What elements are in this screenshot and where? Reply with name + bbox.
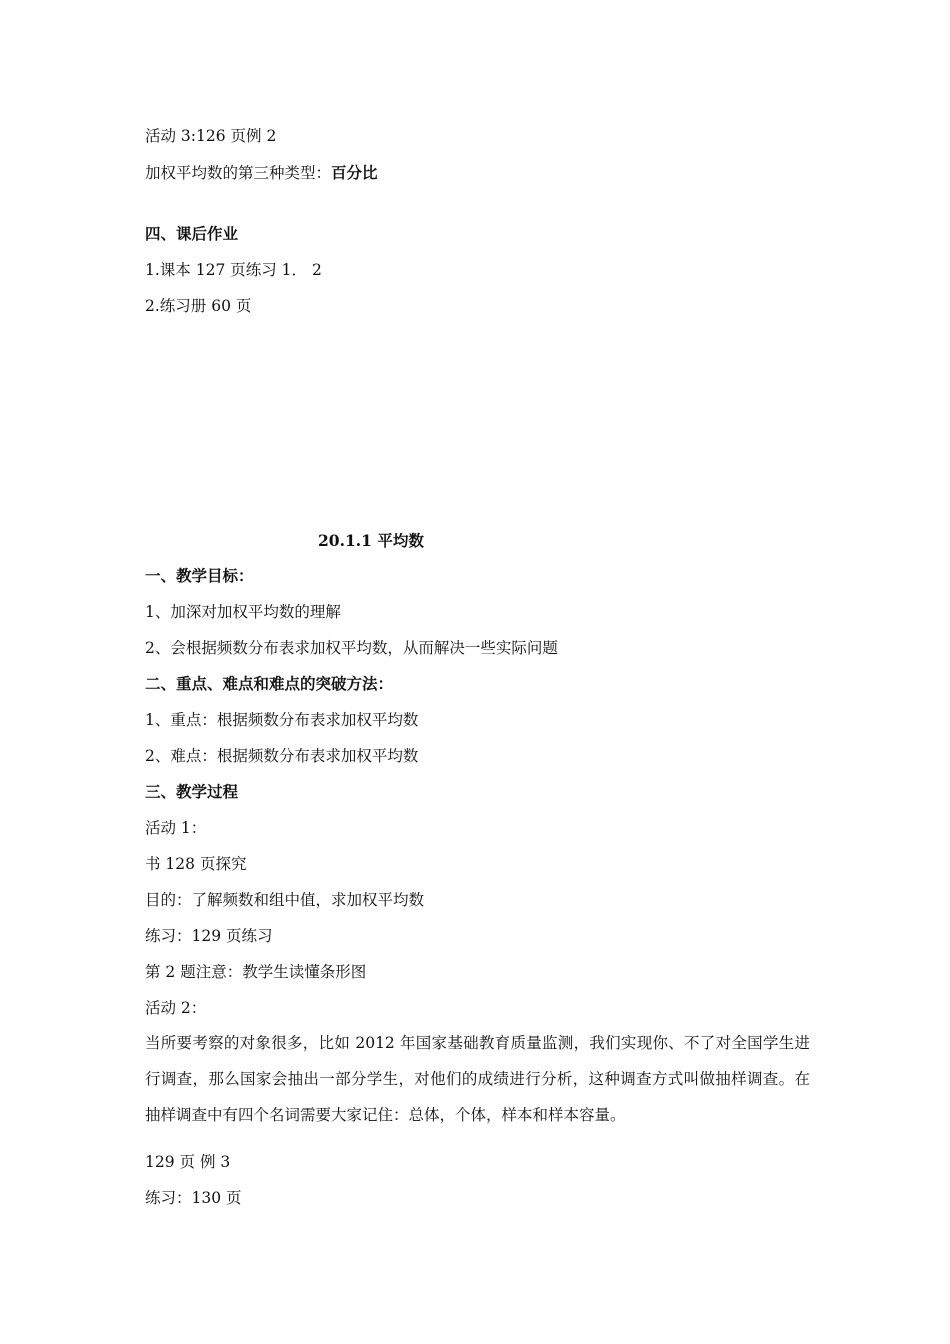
keypoint-item-1: 1、重点：根据频数分布表求加权平均数	[145, 711, 419, 729]
homework-heading: 四、课后作业	[145, 224, 239, 243]
goals-heading: 一、教学目标：	[145, 566, 254, 585]
activity-3-line: 活动 3:126 页例 2	[145, 127, 277, 145]
activity-2-label: 活动 2：	[145, 999, 207, 1017]
keypoint-item-2: 2、难点：根据频数分布表求加权平均数	[145, 747, 419, 765]
homework-item-2: 2.练习册 60 页	[145, 297, 252, 315]
goal-item-1: 1、加深对加权平均数的理解	[145, 603, 341, 621]
purpose-line: 目的：了解频数和组中值，求加权平均数	[145, 891, 425, 909]
practice-129-line: 练习：129 页练习	[145, 927, 273, 945]
weighted-type-prefix: 加权平均数的第三种类型：	[145, 164, 332, 182]
lesson-title: 20.1.1 平均数	[318, 531, 424, 550]
practice-130-line: 练习：130 页	[145, 1189, 242, 1207]
activity-1-label: 活动 1：	[145, 819, 207, 837]
goal-item-2: 2、会根据频数分布表求加权平均数，从而解决一些实际问题	[145, 639, 558, 657]
question-2-note: 第 2 题注意：教学生读懂条形图	[145, 963, 367, 981]
sampling-paragraph: 当所要考察的对象很多，比如 2012 年国家基础教育质量监测，我们实现你、不了对全国学生进行调查，那么国家会抽出一部分学生，对他们的成绩进行分析，这种调查方式叫做抽样调查。在抽样调查中有四个名词需要大家记住：总体，个体，样本和样本容量。	[145, 1034, 810, 1124]
weighted-type-line	[145, 163, 378, 183]
example-129-line: 129 页 例 3	[145, 1153, 231, 1171]
book-128-line: 书 128 页探究	[145, 855, 247, 873]
homework-item-1: 1.课本 127 页练习 1． 2	[145, 261, 322, 279]
keypoints-heading: 二、重点、难点和难点的突破方法：	[145, 674, 394, 693]
process-heading: 三、教学过程	[145, 782, 239, 801]
weighted-type-bold: 百分比	[331, 163, 378, 182]
